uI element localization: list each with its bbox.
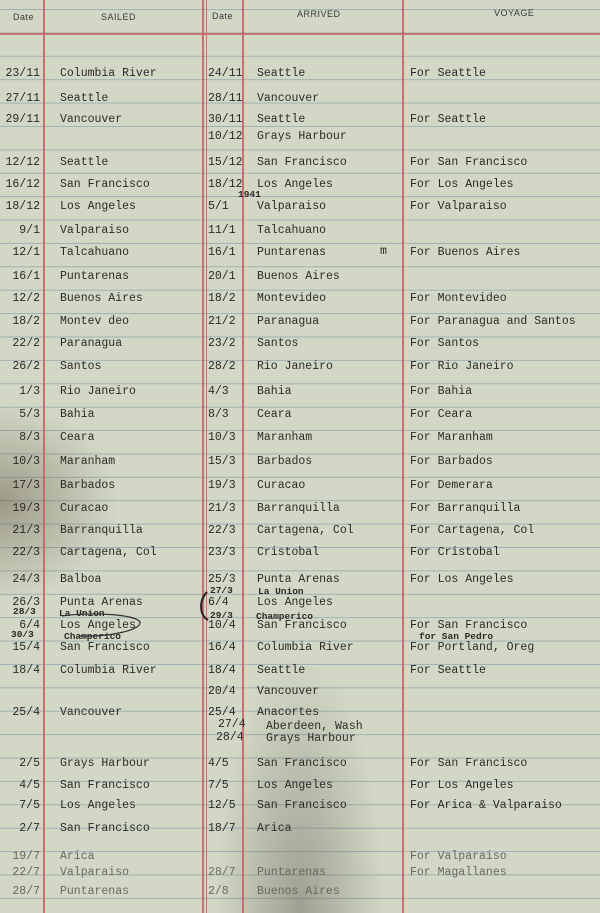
sailed-date: 6/4 (19, 619, 40, 632)
sailed-port: Talcahuano (60, 246, 130, 259)
sailed-date: 5/3 (19, 408, 40, 421)
sailed-port: Montev deo (60, 315, 130, 328)
arrived-date: 25/4 (208, 706, 236, 719)
voyage-note: For Santos (410, 337, 480, 350)
sailed-date: 4/5 (19, 779, 40, 792)
arrived-date: 10/4 (208, 619, 236, 632)
voyage-note: For San Francisco (410, 619, 528, 632)
voyage-note: For San Francisco (410, 757, 528, 770)
voyage-note: For Cristobal (410, 546, 500, 559)
sailed-port: Puntarenas (60, 885, 130, 898)
arrived-date: 23/2 (208, 337, 236, 350)
voyage-note: For Rio Janeiro (410, 360, 514, 373)
sailed-port: Valparaiso (60, 866, 130, 879)
arrived-port: Vancouver (257, 92, 320, 105)
arrived-date: 23/3 (208, 546, 236, 559)
arrived-port: San Francisco (257, 757, 347, 770)
voyage-note: For Arica & Valparaiso (410, 799, 562, 812)
sailed-port: Los Angeles (60, 799, 136, 812)
arrived-port: Curacao (257, 479, 306, 492)
arrived-port: Columbia River (257, 641, 354, 654)
arrived-date: 18/2 (208, 292, 236, 305)
sailed-date: 19/7 (12, 850, 40, 863)
arrived-date: 24/11 (208, 67, 243, 80)
sailed-date: 18/4 (12, 664, 40, 677)
arrived-date: 20/4 (208, 685, 236, 698)
arrived-date: 28/11 (208, 92, 243, 105)
sailed-date: 21/3 (12, 524, 40, 537)
voyage-note: For Seattle (410, 664, 486, 677)
arrived-date: 28/2 (208, 360, 236, 373)
sailed-date: 29/11 (5, 113, 40, 126)
sailed-port: Curacao (60, 502, 109, 515)
date-27-4: 27/4 (218, 718, 246, 731)
voyage-note: For Valparaiso (410, 850, 507, 863)
arrived-port: San Francisco (257, 799, 347, 812)
sailed-date: 2/7 (19, 822, 40, 835)
arrived-port: Anacortes (257, 706, 320, 719)
voyage-note: For Cartagena, Col (410, 524, 535, 537)
sailed-date: 15/4 (12, 641, 40, 654)
grays-harbour-2: Grays Harbour (266, 732, 356, 745)
voyage-note: For Ceara (410, 408, 473, 421)
arrived-port: Vancouver (257, 685, 320, 698)
sailed-date: 8/3 (19, 431, 40, 444)
arrived-port: Maranham (257, 431, 313, 444)
header-arrived: ARRIVED (297, 9, 341, 19)
arrived-date: 21/2 (208, 315, 236, 328)
voyage-note: For Paranagua and Santos (410, 315, 576, 328)
arrived-date: 10/12 (208, 130, 243, 143)
arrived-port: Cartagena, Col (257, 524, 354, 537)
arrived-port: Buenos Aires (257, 885, 340, 898)
header-date-arrived: Date (212, 11, 234, 21)
sailed-port: Barranquilla (60, 524, 143, 537)
sailed-port: Cartagena, Col (60, 546, 157, 559)
arrived-port: Barbados (257, 455, 313, 468)
sailed-port: San Francisco (60, 178, 150, 191)
date-30-3: 30/3 (11, 629, 34, 640)
sailed-date: 9/1 (19, 224, 40, 237)
arrived-port: Montevideo (257, 292, 327, 305)
arrived-port: Talcahuano (257, 224, 327, 237)
arrived-port: Santos (257, 337, 299, 350)
sailed-date: 27/11 (5, 92, 40, 105)
arrived-port: Seattle (257, 113, 306, 126)
arrived-date: 18/7 (208, 822, 236, 835)
arrived-port: Grays Harbour (257, 130, 347, 143)
sailed-port: Columbia River (60, 67, 157, 80)
for-san-pedro: for San Pedro (419, 631, 494, 642)
voyage-note: For Seattle (410, 67, 486, 80)
sailed-port: San Francisco (60, 779, 150, 792)
arrived-date: 4/3 (208, 385, 229, 398)
arrived-date: 22/3 (208, 524, 236, 537)
arrived-date: 18/4 (208, 664, 236, 677)
arrived-port: Bahia (257, 385, 292, 398)
date-28-3: 28/3 (13, 606, 36, 617)
sailed-date: 18/12 (5, 200, 40, 213)
arrived-date: 28/7 (208, 866, 236, 879)
sailed-date: 7/5 (19, 799, 40, 812)
arrived-port: Los Angeles (257, 178, 333, 191)
sailed-port: Maranham (60, 455, 116, 468)
sailed-port: Rio Janeiro (60, 385, 136, 398)
arrived-date: 21/3 (208, 502, 236, 515)
sailed-port: Los Angeles (60, 200, 136, 213)
sailed-date: 26/2 (12, 360, 40, 373)
arrived-port: Buenos Aires (257, 270, 340, 283)
sailed-date: 16/1 (12, 270, 40, 283)
sailed-date: 12/12 (5, 156, 40, 169)
arrived-date: 7/5 (208, 779, 229, 792)
arrived-date: 5/1 (208, 200, 229, 213)
arrived-date: 19/3 (208, 479, 236, 492)
champerico-right: Champerico (256, 611, 314, 622)
arrived-date: 16/1 (208, 246, 236, 259)
arrived-port: Los Angeles (257, 779, 333, 792)
sailed-port: Balboa (60, 573, 102, 586)
voyage-note: For Barbados (410, 455, 493, 468)
sailed-date: 10/3 (12, 455, 40, 468)
sailed-port: Valparaiso (60, 224, 130, 237)
la-union-right: La Union (258, 586, 304, 597)
arrived-date: 2/8 (208, 885, 229, 898)
sailed-port: Grays Harbour (60, 757, 150, 770)
sailed-date: 22/3 (12, 546, 40, 559)
sailed-date: 23/11 (5, 67, 40, 80)
sailed-port: Santos (60, 360, 102, 373)
sailed-port: San Francisco (60, 641, 150, 654)
sailed-date: 16/12 (5, 178, 40, 191)
sailed-port: Buenos Aires (60, 292, 143, 305)
arrived-port: Puntarenas (257, 246, 327, 259)
sailed-port: Paranagua (60, 337, 123, 350)
sailed-port: Seattle (60, 156, 109, 169)
bracket-mark (201, 592, 208, 620)
voyage-note: For Los Angeles (410, 178, 514, 191)
arrived-date: 16/4 (208, 641, 236, 654)
voyage-note: For San Francisco (410, 156, 528, 169)
arrived-port: San Francisco (257, 619, 347, 632)
voyage-note: For Maranham (410, 431, 493, 444)
sailed-port: Bahia (60, 408, 95, 421)
sailed-port: Arica (60, 850, 95, 863)
voyage-note: For Buenos Aires (410, 246, 521, 259)
arrived-date: 18/12 (208, 178, 243, 191)
arrived-port: Paranagua (257, 315, 320, 328)
sailed-date: 19/3 (12, 502, 40, 515)
arrived-date: 12/5 (208, 799, 236, 812)
arrived-date: 4/5 (208, 757, 229, 770)
sailed-date: 2/5 (19, 757, 40, 770)
sailed-date: 18/2 (12, 315, 40, 328)
arrived-date: 11/1 (208, 224, 236, 237)
arrived-date: 25/3 (208, 573, 236, 586)
sailed-date: 25/4 (12, 706, 40, 719)
voyage-note: For Seattle (410, 113, 486, 126)
arrived-port: Valparaiso (257, 200, 327, 213)
sailed-port: Barbados (60, 479, 116, 492)
sailed-date: 17/3 (12, 479, 40, 492)
arrived-date: 20/1 (208, 270, 236, 283)
header-date-sailed: Date (13, 12, 35, 22)
sailed-port: Ceara (60, 431, 95, 444)
champerico-left: Champerico (64, 631, 122, 642)
arrived-date: 6/4 (208, 596, 229, 609)
voyage-note: For Barranquilla (410, 502, 521, 515)
sailed-port: San Francisco (60, 822, 150, 835)
arrived-date: 30/11 (208, 113, 243, 126)
sailed-port: Los Angeles (60, 619, 136, 632)
arrived-port: Ceara (257, 408, 292, 421)
arrived-date: 15/3 (208, 455, 236, 468)
arrived-date: 10/3 (208, 431, 236, 444)
arrived-port: Arica (257, 822, 292, 835)
date-29-3: 29/3 (210, 610, 233, 621)
sailed-date: 12/1 (12, 246, 40, 259)
header-voyage: VOYAGE (494, 8, 535, 18)
arrived-port: Punta Arenas (257, 573, 340, 586)
sailed-port: Columbia River (60, 664, 157, 677)
sailed-date: 28/7 (12, 885, 40, 898)
sailed-port: Punta Arenas (60, 596, 143, 609)
voyage-note: For Montevideo (410, 292, 507, 305)
sailed-port: Vancouver (60, 706, 123, 719)
sailed-port: Puntarenas (60, 270, 130, 283)
arrived-port: Cristobal (257, 546, 320, 559)
date-27-3: 27/3 (210, 585, 233, 596)
sailed-date: 1/3 (19, 385, 40, 398)
sailed-date: 22/2 (12, 337, 40, 350)
sailed-date: 22/7 (12, 866, 40, 879)
year-note: 1941 (238, 189, 261, 200)
arrived-port: Seattle (257, 664, 306, 677)
arrived-port: Puntarenas (257, 866, 327, 879)
voyage-note: For Bahia (410, 385, 473, 398)
arrived-port: Barranquilla (257, 502, 340, 515)
arrived-date: 8/3 (208, 408, 229, 421)
sailed-date: 26/3 (12, 596, 40, 609)
aberdeen: Aberdeen, Wash (266, 720, 363, 733)
date-28-4: 28/4 (216, 731, 244, 744)
sailed-port: Seattle (60, 92, 109, 105)
voyage-note: For Portland, Oreg (410, 641, 535, 654)
sailed-port: Vancouver (60, 113, 123, 126)
arrived-port: Rio Janeiro (257, 360, 333, 373)
arrived-date: 15/12 (208, 156, 243, 169)
voyage-note: For Los Angeles (410, 573, 514, 586)
voyage-note: For Magallanes (410, 866, 507, 879)
margin-mark: m (380, 245, 387, 258)
header-sailed: SAILED (101, 12, 137, 22)
arrived-port: Seattle (257, 67, 306, 80)
correction-mark (62, 614, 140, 636)
sailed-date: 24/3 (12, 573, 40, 586)
sailed-date: 12/2 (12, 292, 40, 305)
voyage-note: For Demerara (410, 479, 493, 492)
voyage-note: For Los Angeles (410, 779, 514, 792)
arrived-port: Los Angeles (257, 596, 333, 609)
voyage-note: For Valparaiso (410, 200, 507, 213)
la-union-left: La Union (59, 608, 105, 619)
arrived-port: San Francisco (257, 156, 347, 169)
